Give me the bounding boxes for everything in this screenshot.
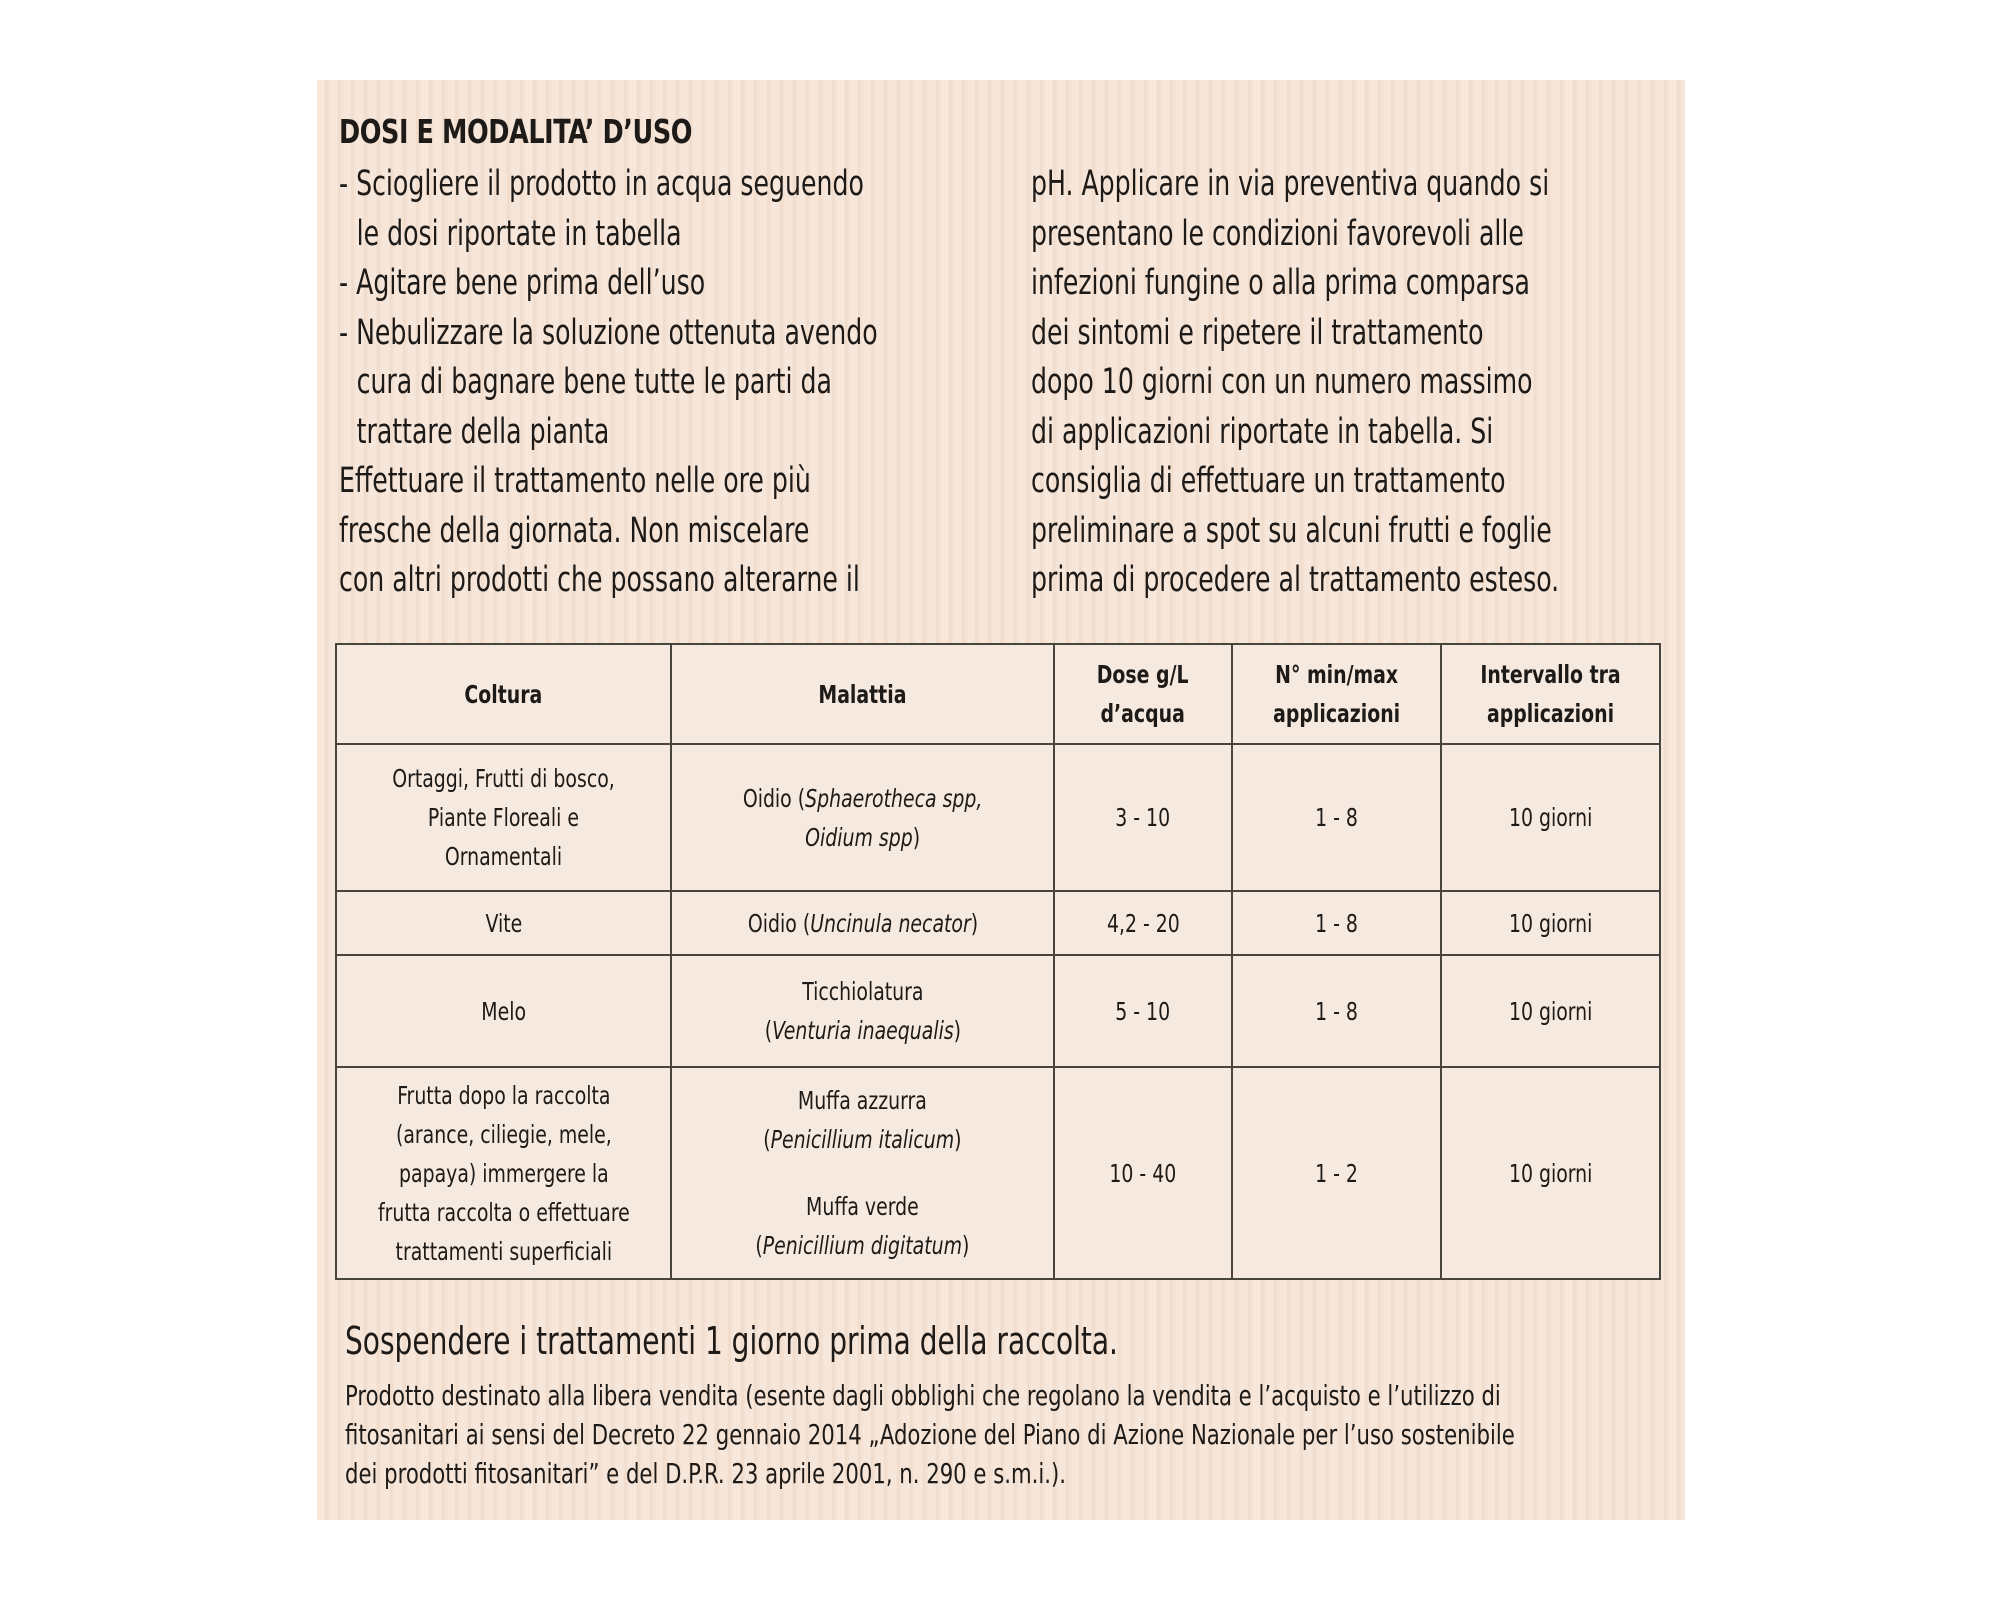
cell-coltura: Frutta dopo la raccolta (arance, ciliegie, mele, papaya) immergere la frutta raccolta o effettuare trattamenti superficiali — [336, 1067, 671, 1279]
cell-malattia: Oidio (Uncinula necator) — [671, 891, 1054, 955]
text-line: - Sciogliere il prodotto in acqua seguendo — [339, 164, 864, 204]
text-line: dei sintomi e ripetere il trattamento — [1031, 312, 1484, 353]
text-line: prima di procedere al trattamento esteso. — [1031, 560, 1560, 600]
header-coltura: Coltura — [336, 644, 671, 744]
legal-line: Prodotto destinato alla libera vendita (esente dagli obblighi che regolano la vendita e l’acquisto e l’utilizzo di — [345, 1379, 1501, 1412]
table-row — [336, 744, 1660, 891]
cell-intervallo: 10 giorni — [1441, 955, 1660, 1067]
text-line: con altri prodotti che possano alterarne il — [339, 560, 860, 600]
cell-dose: 3 - 10 — [1054, 744, 1232, 891]
cell-coltura: Vite — [336, 891, 671, 955]
text-line: di applicazioni riportate in tabella. Si — [1031, 411, 1494, 452]
text-line: pH. Applicare in via preventiva quando si — [1031, 164, 1550, 204]
instructions-panel — [317, 80, 1685, 1520]
left-text-column — [339, 160, 979, 606]
header-malattia: Malattia — [671, 644, 1054, 744]
cell-applicazioni: 1 - 8 — [1232, 955, 1442, 1067]
text-line: cura di bagnare bene tutte le parti da — [356, 362, 832, 402]
header-applicazioni: N° min/max applicazioni — [1232, 644, 1442, 744]
table-row — [336, 955, 1660, 1067]
text-line: preliminare a spot su alcuni frutti e foglie — [1031, 510, 1552, 551]
text-line: presentano le condizioni favorevoli alle — [1031, 213, 1524, 254]
text-line: trattare della pianta — [356, 411, 610, 452]
header-dose: Dose g/L d’acqua — [1054, 644, 1232, 744]
suspension-note: Sospendere i trattamenti 1 giorno prima della raccolta. — [345, 1319, 1118, 1363]
table-header-row — [336, 644, 1660, 744]
cell-intervallo: 10 giorni — [1441, 744, 1660, 891]
text-line: - Agitare bene prima dell’uso — [339, 263, 706, 303]
cell-malattia: Muffa azzurra (Penicillium italicum) Muffa verde (Penicillium digitatum) — [671, 1067, 1054, 1279]
cell-intervallo: 10 giorni — [1441, 891, 1660, 955]
text-line: le dosi riportate in tabella — [356, 213, 682, 254]
usage-section — [339, 110, 1669, 606]
legal-note — [345, 1376, 1745, 1493]
cell-malattia: Ticchiolatura (Venturia inaequalis) — [671, 955, 1054, 1067]
section-title: DOSI E MODALITA’ D’USO — [339, 112, 693, 151]
dosage-table — [335, 643, 1661, 1280]
header-intervallo: Intervallo tra applicazioni — [1441, 644, 1660, 744]
text-line: fresche della giornata. Non miscelare — [339, 510, 810, 551]
cell-applicazioni: 1 - 8 — [1232, 744, 1442, 891]
text-line: consiglia di effettuare un trattamento — [1031, 461, 1506, 501]
text-line: - Nebulizzare la soluzione ottenuta avendo — [339, 312, 878, 353]
legal-line: fitosanitari ai sensi del Decreto 22 gennaio 2014 „Adozione del Piano di Azione Nazionale per l’uso sostenibile — [345, 1418, 1515, 1451]
table-row — [336, 1067, 1660, 1279]
cell-dose: 5 - 10 — [1054, 955, 1232, 1067]
cell-malattia: Oidio (Sphaerotheca spp, Oidium spp) — [671, 744, 1054, 891]
text-line: infezioni fungine o alla prima comparsa — [1031, 263, 1530, 303]
cell-coltura: Melo — [336, 955, 671, 1067]
right-text-column — [1031, 160, 1671, 606]
cell-coltura: Ortaggi, Frutti di bosco, Piante Floreali e Ornamentali — [336, 744, 671, 891]
cell-applicazioni: 1 - 8 — [1232, 891, 1442, 955]
cell-dose: 10 - 40 — [1054, 1067, 1232, 1279]
text-line: dopo 10 giorni con un numero massimo — [1031, 362, 1533, 402]
cell-dose: 4,2 - 20 — [1054, 891, 1232, 955]
table-row — [336, 891, 1660, 955]
cell-applicazioni: 1 - 2 — [1232, 1067, 1442, 1279]
cell-intervallo: 10 giorni — [1441, 1067, 1660, 1279]
text-line: Effettuare il trattamento nelle ore più — [339, 461, 811, 501]
legal-line: dei prodotti fitosanitari” e del D.P.R. 23 aprile 2001, n. 290 e s.m.i.). — [345, 1457, 1067, 1490]
